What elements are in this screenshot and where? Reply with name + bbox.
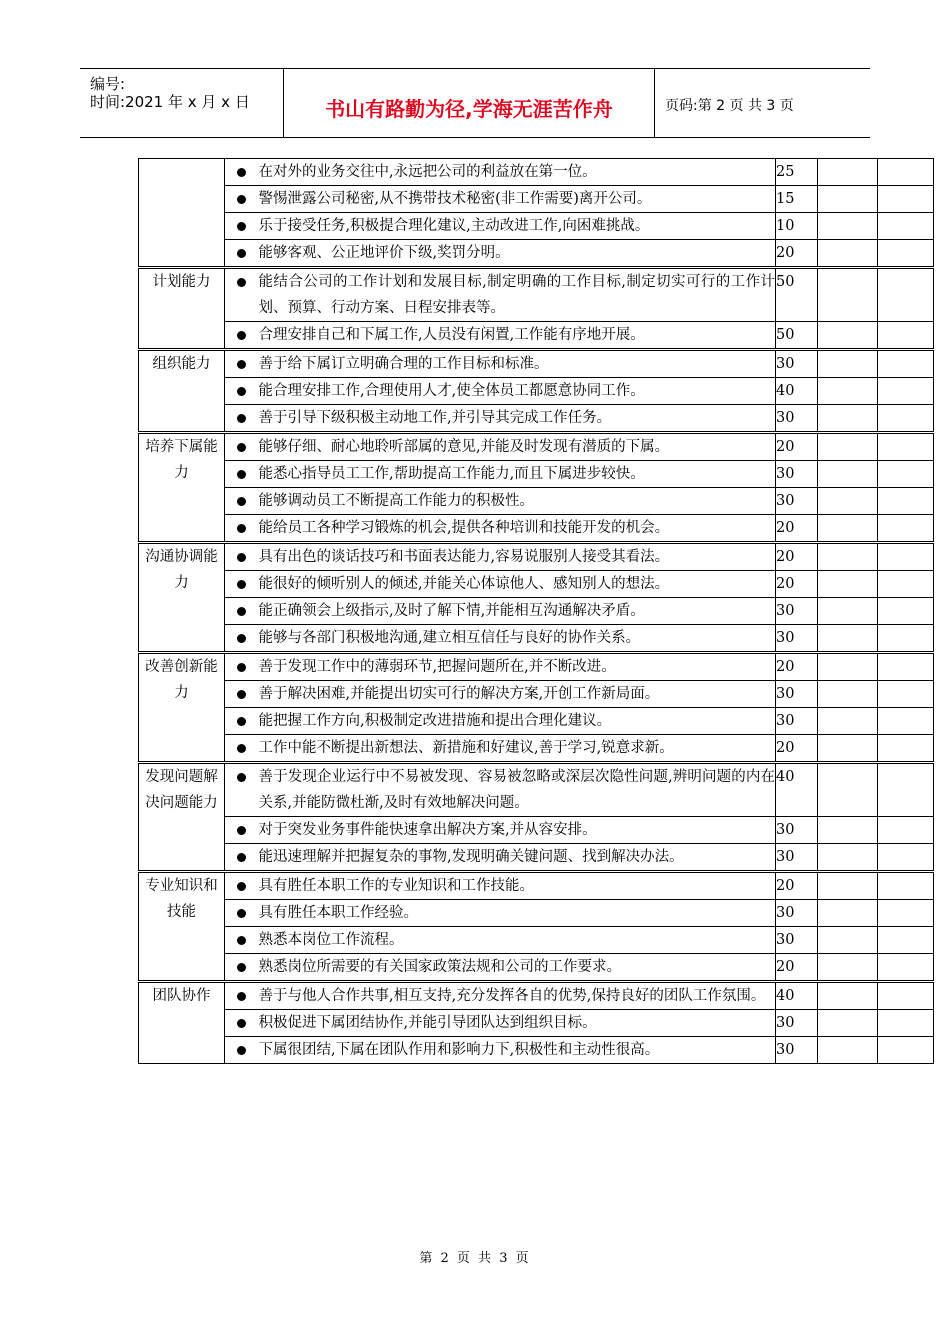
score-cell: 30 — [776, 405, 818, 433]
review-score-cell[interactable] — [878, 681, 934, 708]
table-row — [139, 817, 934, 844]
category-cell — [139, 763, 225, 872]
bullet-cell — [225, 543, 259, 571]
criterion-text: 工作中能不断提出新想法、新措施和好建议,善于学习,锐意求新。 — [259, 735, 776, 763]
criterion-text: 对于突发业务事件能快速拿出解决方案,并从容安排。 — [259, 817, 776, 844]
criterion-text: 能很好的倾听别人的倾述,并能关心体谅他人、感知别人的想法。 — [259, 571, 776, 598]
review-score-cell[interactable] — [878, 927, 934, 954]
bullet-dot-icon — [237, 580, 246, 589]
bullet-dot-icon — [237, 1019, 246, 1028]
bullet-cell — [225, 872, 259, 900]
score-cell: 30 — [776, 900, 818, 927]
self-score-cell[interactable] — [818, 488, 878, 515]
bullet-cell — [225, 817, 259, 844]
review-score-cell[interactable] — [878, 461, 934, 488]
score-cell: 40 — [776, 763, 818, 817]
category-label: 团队协作 — [152, 988, 211, 1004]
review-score-cell[interactable] — [878, 763, 934, 817]
bullet-cell — [225, 681, 259, 708]
bullet-dot-icon — [237, 443, 246, 452]
self-score-cell[interactable] — [818, 461, 878, 488]
review-score-cell[interactable] — [878, 653, 934, 681]
score-cell: 40 — [776, 378, 818, 405]
bullet-cell — [225, 405, 259, 433]
self-score-cell[interactable] — [818, 927, 878, 954]
evaluation-table-body — [139, 159, 934, 1064]
table-row — [139, 488, 934, 515]
bullet-dot-icon — [237, 882, 246, 891]
table-row — [139, 433, 934, 461]
self-score-cell[interactable] — [818, 625, 878, 653]
criterion-text: 乐于接受任务,积极提合理化建议,主动改进工作,向困难挑战。 — [259, 213, 776, 240]
table-row — [139, 681, 934, 708]
bullet-cell — [225, 515, 259, 543]
bullet-cell — [225, 213, 259, 240]
bullet-cell — [225, 763, 259, 817]
self-score-cell[interactable] — [818, 954, 878, 982]
criterion-text: 善于解决困难,并能提出切实可行的解决方案,开创工作新局面。 — [259, 681, 776, 708]
review-score-cell[interactable] — [878, 405, 934, 433]
review-score-cell[interactable] — [878, 571, 934, 598]
table-row — [139, 708, 934, 735]
review-score-cell[interactable] — [878, 378, 934, 405]
bullet-dot-icon — [237, 963, 246, 972]
score-cell: 20 — [776, 954, 818, 982]
category-cell — [139, 268, 225, 350]
review-score-cell[interactable] — [878, 159, 934, 186]
self-score-cell[interactable] — [818, 844, 878, 872]
review-score-cell[interactable] — [878, 1010, 934, 1037]
bullet-cell — [225, 186, 259, 213]
criterion-text: 能够客观、公正地评价下级,奖罚分明。 — [259, 240, 776, 268]
bullet-dot-icon — [237, 278, 246, 287]
bullet-cell — [225, 322, 259, 350]
table-row — [139, 653, 934, 681]
bullet-cell — [225, 927, 259, 954]
self-score-cell[interactable] — [818, 515, 878, 543]
category-label: 改善创新能力 — [145, 659, 218, 701]
category-cell — [139, 653, 225, 763]
review-score-cell[interactable] — [878, 186, 934, 213]
self-score-cell[interactable] — [818, 571, 878, 598]
category-label: 计划能力 — [152, 274, 211, 290]
criterion-text: 具有胜任本职工作经验。 — [259, 900, 776, 927]
score-cell: 40 — [776, 982, 818, 1010]
criterion-text: 能够与各部门积极地沟通,建立相互信任与良好的协作关系。 — [259, 625, 776, 653]
score-cell: 20 — [776, 515, 818, 543]
criterion-text: 合理安排自己和下属工作,人员没有闲置,工作能有序地开展。 — [259, 322, 776, 350]
bullet-cell — [225, 954, 259, 982]
table-row — [139, 543, 934, 571]
criterion-text: 下属很团结,下属在团队作用和影响力下,积极性和主动性很高。 — [259, 1037, 776, 1064]
bullet-dot-icon — [237, 1046, 246, 1055]
score-cell: 30 — [776, 681, 818, 708]
header-page-cell — [655, 69, 870, 137]
category-cell — [139, 433, 225, 543]
criterion-text: 善于引导下级积极主动地工作,并引导其完成工作任务。 — [259, 405, 776, 433]
header-page-number: 页码:第 2 页 共 3 页 — [665, 98, 794, 114]
table-row — [139, 515, 934, 543]
review-score-cell[interactable] — [878, 872, 934, 900]
table-row — [139, 1037, 934, 1064]
bullet-dot-icon — [237, 249, 246, 258]
page-header — [80, 68, 870, 138]
bullet-dot-icon — [237, 853, 246, 862]
table-row — [139, 872, 934, 900]
bullet-cell — [225, 159, 259, 186]
review-score-cell[interactable] — [878, 350, 934, 378]
bullet-cell — [225, 708, 259, 735]
self-score-cell[interactable] — [818, 213, 878, 240]
self-score-cell[interactable] — [818, 268, 878, 322]
bullet-cell — [225, 653, 259, 681]
header-motto: 书山有路勤为径,学海无涯苦作舟 — [325, 97, 613, 121]
category-label: 发现问题解决问题能力 — [145, 769, 218, 811]
score-cell: 20 — [776, 543, 818, 571]
bullet-dot-icon — [237, 634, 246, 643]
self-score-cell[interactable] — [818, 159, 878, 186]
table-row — [139, 844, 934, 872]
table-row — [139, 186, 934, 213]
table-row — [139, 268, 934, 322]
score-cell: 20 — [776, 240, 818, 268]
self-score-cell[interactable] — [818, 735, 878, 763]
self-score-cell[interactable] — [818, 872, 878, 900]
bullet-dot-icon — [237, 222, 246, 231]
self-score-cell[interactable] — [818, 378, 878, 405]
review-score-cell[interactable] — [878, 844, 934, 872]
category-label: 组织能力 — [152, 356, 211, 372]
bullet-cell — [225, 461, 259, 488]
bullet-cell — [225, 1037, 259, 1064]
bullet-dot-icon — [237, 717, 246, 726]
score-cell: 30 — [776, 817, 818, 844]
table-row — [139, 350, 934, 378]
self-score-cell[interactable] — [818, 543, 878, 571]
table-row — [139, 927, 934, 954]
header-motto-cell — [284, 69, 655, 137]
score-cell: 20 — [776, 433, 818, 461]
category-label: 培养下属能力 — [145, 439, 218, 481]
self-score-cell[interactable] — [818, 681, 878, 708]
document-number-label: 编号: — [90, 75, 126, 93]
self-score-cell[interactable] — [818, 708, 878, 735]
bullet-cell — [225, 488, 259, 515]
review-score-cell[interactable] — [878, 1037, 934, 1064]
bullet-dot-icon — [237, 360, 246, 369]
criterion-text: 能够仔细、耐心地聆听部属的意见,并能及时发现有潜质的下属。 — [259, 433, 776, 461]
bullet-cell — [225, 350, 259, 378]
bullet-cell — [225, 378, 259, 405]
self-score-cell[interactable] — [818, 900, 878, 927]
bullet-dot-icon — [237, 992, 246, 1001]
bullet-cell — [225, 268, 259, 322]
table-row — [139, 763, 934, 817]
bullet-cell — [225, 844, 259, 872]
score-cell: 30 — [776, 1037, 818, 1064]
criterion-text: 善于给下属订立明确合理的工作目标和标准。 — [259, 350, 776, 378]
score-cell: 20 — [776, 872, 818, 900]
document-date-label: 时间:2021 年 x 月 x 日 — [90, 93, 250, 111]
self-score-cell[interactable] — [818, 982, 878, 1010]
score-cell: 30 — [776, 488, 818, 515]
criterion-text: 能正确领会上级指示,及时了解下情,并能相互沟通解决矛盾。 — [259, 598, 776, 625]
self-score-cell[interactable] — [818, 1010, 878, 1037]
review-score-cell[interactable] — [878, 625, 934, 653]
table-row — [139, 405, 934, 433]
score-cell: 30 — [776, 1010, 818, 1037]
criterion-text: 善于发现工作中的薄弱环节,把握问题所在,并不断改进。 — [259, 653, 776, 681]
bullet-dot-icon — [237, 744, 246, 753]
score-cell: 30 — [776, 350, 818, 378]
bullet-dot-icon — [237, 524, 246, 533]
review-score-cell[interactable] — [878, 598, 934, 625]
self-score-cell[interactable] — [818, 186, 878, 213]
score-cell: 30 — [776, 927, 818, 954]
category-label: 沟通协调能力 — [145, 549, 218, 591]
criterion-text: 能合理安排工作,合理使用人才,使全体员工都愿意协同工作。 — [259, 378, 776, 405]
table-row — [139, 625, 934, 653]
criterion-text: 能悉心指导员工工作,帮助提高工作能力,而且下属进步较快。 — [259, 461, 776, 488]
review-score-cell[interactable] — [878, 708, 934, 735]
review-score-cell[interactable] — [878, 735, 934, 763]
bullet-dot-icon — [237, 414, 246, 423]
table-row — [139, 982, 934, 1010]
table-row — [139, 571, 934, 598]
bullet-cell — [225, 598, 259, 625]
criterion-text: 能结合公司的工作计划和发展目标,制定明确的工作目标,制定切实可行的工作计划、预算、行动方案、日程安排表等。 — [259, 268, 776, 322]
self-score-cell[interactable] — [818, 598, 878, 625]
bullet-cell — [225, 433, 259, 461]
bullet-cell — [225, 900, 259, 927]
review-score-cell[interactable] — [878, 817, 934, 844]
bullet-dot-icon — [237, 195, 246, 204]
self-score-cell[interactable] — [818, 433, 878, 461]
bullet-dot-icon — [237, 773, 246, 782]
criterion-text: 善于发现企业运行中不易被发现、容易被忽略或深层次隐性问题,辨明问题的内在关系,并能防微杜渐,及时有效地解决问题。 — [259, 763, 776, 817]
bullet-dot-icon — [237, 387, 246, 396]
self-score-cell[interactable] — [818, 405, 878, 433]
header-meta-cell — [80, 69, 284, 137]
bullet-dot-icon — [237, 553, 246, 562]
bullet-cell — [225, 240, 259, 268]
score-cell: 10 — [776, 213, 818, 240]
criterion-text: 善于与他人合作共事,相互支持,充分发挥各自的优势,保持良好的团队工作氛围。 — [259, 982, 776, 1010]
score-cell: 20 — [776, 653, 818, 681]
bullet-cell — [225, 625, 259, 653]
category-cell — [139, 350, 225, 433]
bullet-dot-icon — [237, 497, 246, 506]
score-cell: 30 — [776, 625, 818, 653]
review-score-cell[interactable] — [878, 900, 934, 927]
review-score-cell[interactable] — [878, 433, 934, 461]
bullet-cell — [225, 735, 259, 763]
self-score-cell[interactable] — [818, 350, 878, 378]
criterion-text: 警惕泄露公司秘密,从不携带技术秘密(非工作需要)离开公司。 — [259, 186, 776, 213]
bullet-dot-icon — [237, 663, 246, 672]
review-score-cell[interactable] — [878, 954, 934, 982]
table-row — [139, 461, 934, 488]
table-row — [139, 213, 934, 240]
self-score-cell[interactable] — [818, 817, 878, 844]
review-score-cell[interactable] — [878, 488, 934, 515]
criterion-text: 能把握工作方向,积极制定改进措施和提出合理化建议。 — [259, 708, 776, 735]
table-row — [139, 954, 934, 982]
category-cell — [139, 982, 225, 1064]
criterion-text: 具有胜任本职工作的专业知识和工作技能。 — [259, 872, 776, 900]
review-score-cell[interactable] — [878, 543, 934, 571]
score-cell: 25 — [776, 159, 818, 186]
score-cell: 30 — [776, 708, 818, 735]
self-score-cell[interactable] — [818, 240, 878, 268]
table-row — [139, 735, 934, 763]
review-score-cell[interactable] — [878, 240, 934, 268]
criterion-text: 在对外的业务交往中,永远把公司的利益放在第一位。 — [259, 159, 776, 186]
criterion-text: 熟悉岗位所需要的有关国家政策法规和公司的工作要求。 — [259, 954, 776, 982]
category-cell — [139, 872, 225, 982]
criterion-text: 熟悉本岗位工作流程。 — [259, 927, 776, 954]
score-cell: 30 — [776, 844, 818, 872]
score-cell: 20 — [776, 571, 818, 598]
self-score-cell[interactable] — [818, 653, 878, 681]
table-row — [139, 240, 934, 268]
bullet-dot-icon — [237, 168, 246, 177]
self-score-cell[interactable] — [818, 322, 878, 350]
table-row — [139, 378, 934, 405]
bullet-cell — [225, 571, 259, 598]
score-cell: 50 — [776, 268, 818, 322]
bullet-cell — [225, 982, 259, 1010]
self-score-cell[interactable] — [818, 1037, 878, 1064]
category-cell — [139, 159, 225, 268]
bullet-dot-icon — [237, 936, 246, 945]
review-score-cell[interactable] — [878, 213, 934, 240]
bullet-dot-icon — [237, 470, 246, 479]
bullet-dot-icon — [237, 826, 246, 835]
table-row — [139, 322, 934, 350]
bullet-cell — [225, 1010, 259, 1037]
criterion-text: 具有出色的谈话技巧和书面表达能力,容易说服别人接受其看法。 — [259, 543, 776, 571]
score-cell: 15 — [776, 186, 818, 213]
score-cell: 30 — [776, 461, 818, 488]
page-footer: 第 2 页 共 3 页 — [419, 1251, 531, 1266]
table-row — [139, 900, 934, 927]
review-score-cell[interactable] — [878, 322, 934, 350]
score-cell: 20 — [776, 735, 818, 763]
table-row — [139, 1010, 934, 1037]
score-cell: 30 — [776, 598, 818, 625]
review-score-cell[interactable] — [878, 268, 934, 322]
table-row — [139, 598, 934, 625]
bullet-dot-icon — [237, 909, 246, 918]
criterion-text: 能迅速理解并把握复杂的事物,发现明确关键问题、找到解决办法。 — [259, 844, 776, 872]
self-score-cell[interactable] — [818, 763, 878, 817]
criterion-text: 能给员工各种学习锻炼的机会,提供各种培训和技能开发的机会。 — [259, 515, 776, 543]
score-cell: 50 — [776, 322, 818, 350]
bullet-dot-icon — [237, 331, 246, 340]
review-score-cell[interactable] — [878, 515, 934, 543]
review-score-cell[interactable] — [878, 982, 934, 1010]
criterion-text: 积极促进下属团结协作,并能引导团队达到组织目标。 — [259, 1010, 776, 1037]
bullet-dot-icon — [237, 607, 246, 616]
criterion-text: 能够调动员工不断提高工作能力的积极性。 — [259, 488, 776, 515]
bullet-dot-icon — [237, 690, 246, 699]
table-row — [139, 159, 934, 186]
category-cell — [139, 543, 225, 653]
evaluation-table — [138, 158, 934, 1064]
category-label: 专业知识和技能 — [145, 878, 218, 920]
